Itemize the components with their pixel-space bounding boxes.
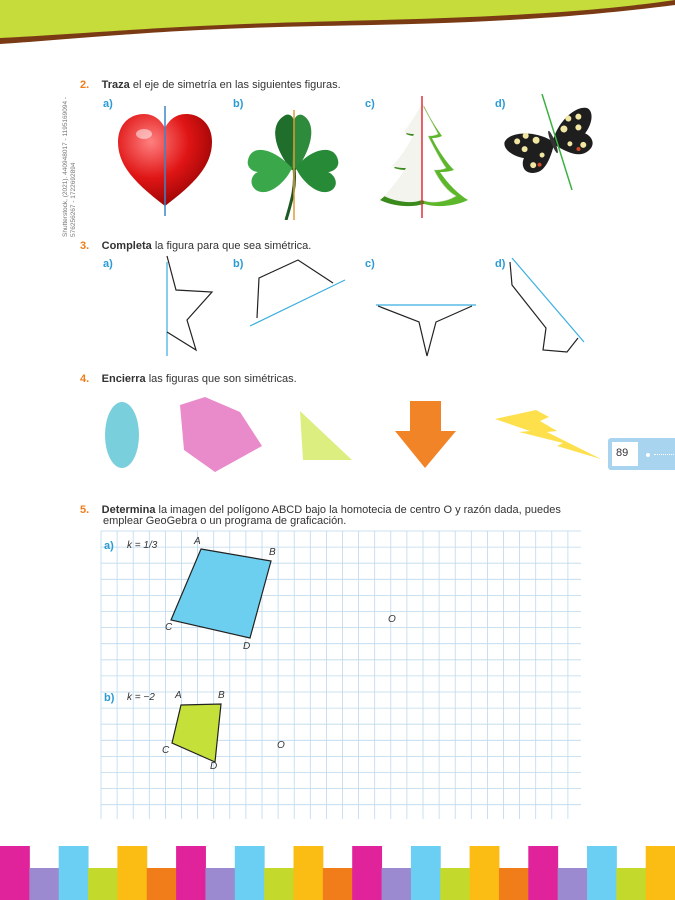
stripe: [382, 868, 412, 900]
q3-label-c: c): [365, 258, 375, 270]
q4-shapes: [100, 392, 600, 476]
stripe: [294, 846, 324, 900]
heart-icon: [116, 106, 214, 216]
q5-b-vertex-D: D: [210, 761, 218, 772]
bottom-stripes: [0, 846, 675, 900]
stripe: [528, 846, 558, 900]
question-number: 2.: [80, 79, 90, 91]
stripe: [587, 846, 617, 900]
question-number: 5.: [80, 504, 90, 516]
q5-label-b: b): [104, 692, 115, 704]
stripe: [440, 868, 470, 900]
stripe: [176, 846, 206, 900]
q3-figures: [150, 250, 590, 360]
stripe: [88, 868, 118, 900]
stripe: [117, 846, 147, 900]
question-5-heading: 5. Determina la imagen del polígono ABCD bajo la homotecia de centro O y razón dada, puedes: [80, 504, 561, 516]
question-5-line-2: emplear GeoGebra o un programa de graficación.: [103, 515, 347, 527]
hexagon-shape: [180, 397, 262, 472]
photo-credit: Shutterstock, (2021). 440948017 - 1195169094 - 576256267 - 1722692894: [62, 96, 77, 237]
question-2-heading: 2. Traza el eje de simetría en las siguientes figuras.: [80, 79, 341, 91]
q3-label-b: b): [233, 258, 244, 270]
q5-b-ratio: k = −2: [127, 692, 155, 703]
q3-label-a: a): [103, 258, 113, 270]
tree-icon: [376, 96, 470, 218]
q5-a-ratio: k = 1/3: [127, 540, 158, 551]
q5-a-vertex-D: D: [243, 641, 251, 652]
stripe: [616, 868, 646, 900]
polygon-abcd-b: [172, 704, 221, 762]
stripe: [264, 868, 294, 900]
triangle-shape: [300, 411, 352, 460]
q5-b-vertex-B: B: [218, 690, 225, 701]
stripe: [147, 868, 177, 900]
q2-label-a: a): [103, 98, 113, 110]
q3-figure-d: [510, 258, 584, 352]
butterfly-icon: [504, 94, 602, 190]
question-number: 3.: [80, 240, 90, 252]
q2-label-b: b): [233, 98, 244, 110]
page-number-tab: [608, 438, 675, 470]
page-number: 89: [616, 447, 629, 459]
stripe: [411, 846, 441, 900]
stripe: [323, 868, 353, 900]
q5-b-vertex-A: A: [175, 690, 182, 701]
q3-figure-b: [250, 260, 345, 326]
q5-b-vertex-C: C: [162, 745, 170, 756]
q3-figure-c: [376, 305, 476, 356]
arrow-down-shape: [395, 401, 456, 468]
stripe: [646, 846, 675, 900]
stripe: [29, 868, 59, 900]
stripe: [352, 846, 382, 900]
question-3-heading: 3. Completa la figura para que sea simétrica.: [80, 240, 312, 252]
q2-label-d: d): [495, 98, 506, 110]
grid-paper: [100, 530, 584, 822]
stripe: [470, 846, 500, 900]
stripe: [499, 868, 529, 900]
q2-label-c: c): [365, 98, 375, 110]
oval-shape: [105, 402, 139, 468]
q3-figure-a: [167, 256, 212, 356]
q5-b-center-O: O: [277, 740, 285, 751]
polygon-abcd-a: [171, 549, 271, 638]
question-4-heading: 4. Encierra las figuras que son simétricas.: [80, 373, 297, 385]
stripe: [235, 846, 265, 900]
q5-label-a: a): [104, 540, 114, 552]
q3-label-d: d): [495, 258, 506, 270]
q5-a-center-O: O: [388, 614, 396, 625]
q5-a-vertex-A: A: [194, 536, 201, 547]
q5-a-vertex-B: B: [269, 547, 276, 558]
stripe: [0, 846, 30, 900]
lightning-shape: [495, 410, 600, 459]
stripe: [558, 868, 588, 900]
header-wave: [0, 0, 675, 50]
clover-icon: [246, 108, 342, 220]
question-number: 4.: [80, 373, 90, 385]
stripe: [59, 846, 89, 900]
q5-a-vertex-C: C: [165, 622, 173, 633]
stripe: [205, 868, 235, 900]
